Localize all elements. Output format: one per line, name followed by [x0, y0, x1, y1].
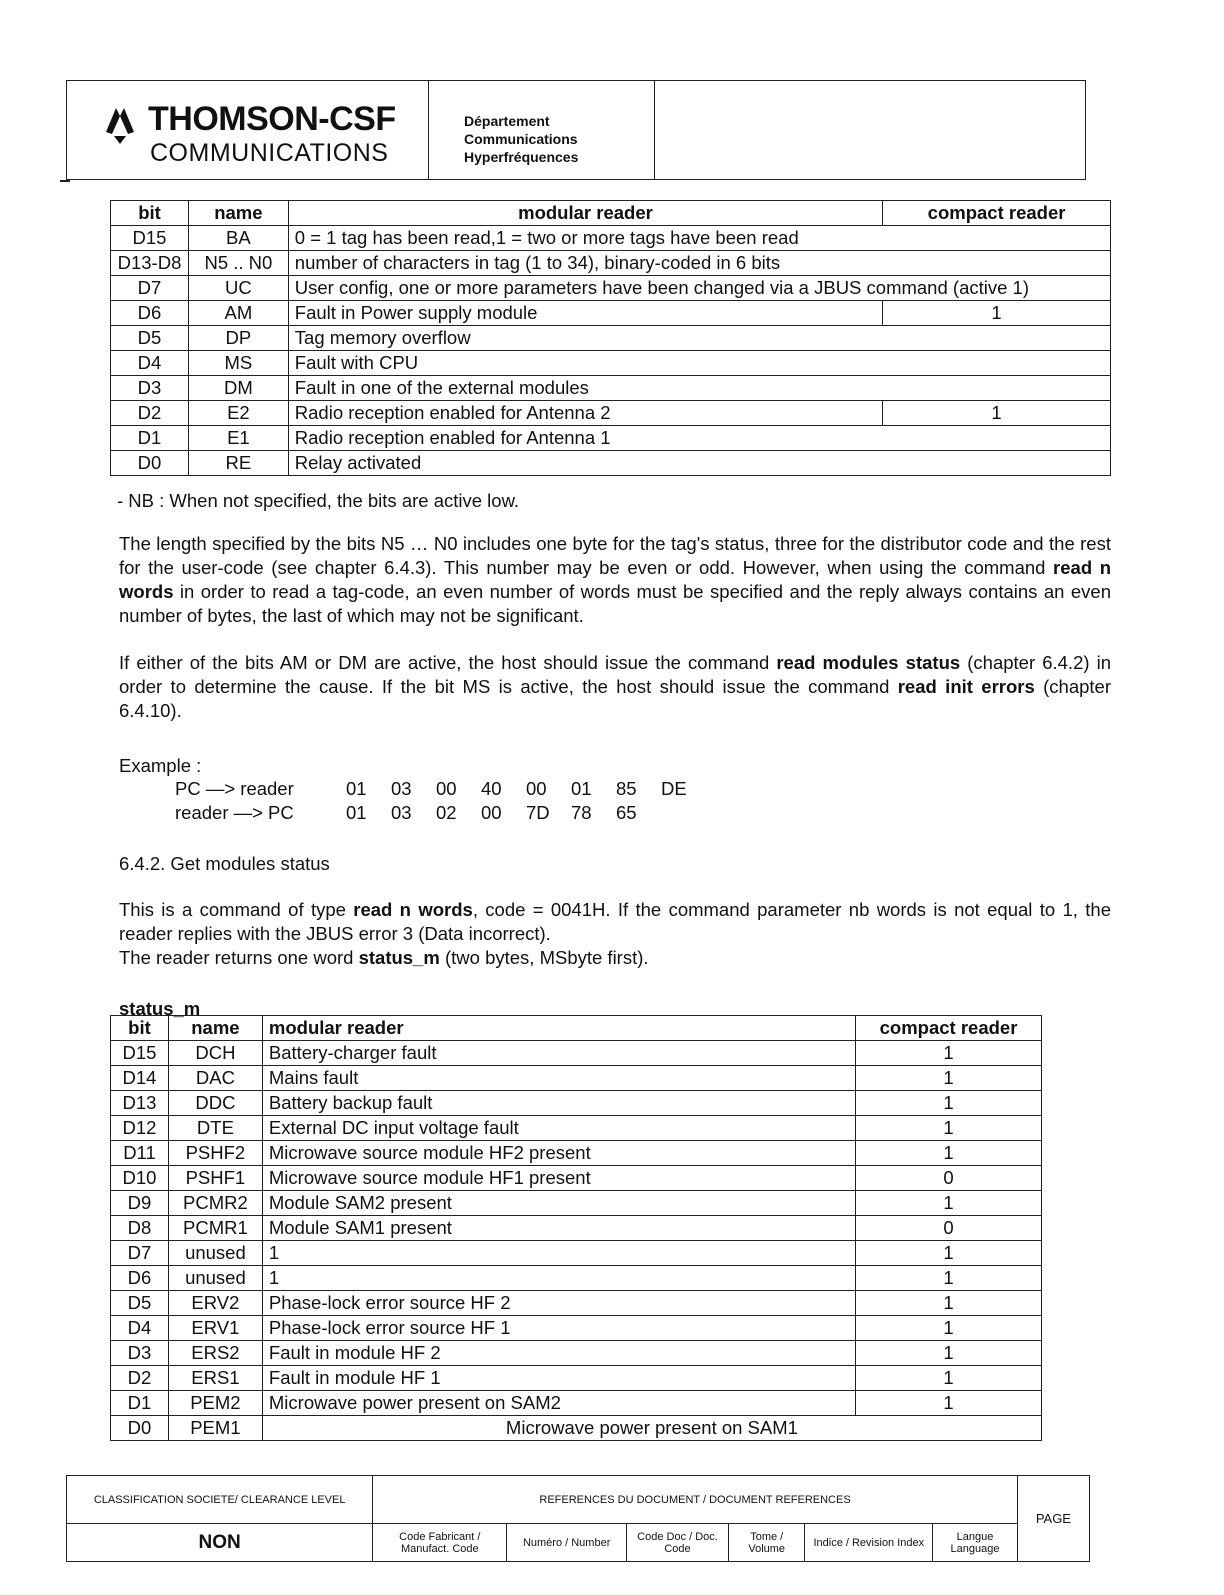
name-cell: N5 .. N0: [188, 251, 288, 276]
table-row: [111, 1391, 1042, 1416]
paragraph-command: [119, 898, 1111, 970]
bit-cell: D13-D8: [111, 251, 189, 276]
desc-cell: Module SAM1 present: [262, 1216, 855, 1241]
section-heading: 6.4.2. Get modules status: [119, 853, 330, 874]
bit-cell: D4: [111, 351, 189, 376]
name-cell: PSHF2: [168, 1141, 262, 1166]
col-header: name: [168, 1016, 262, 1041]
name-cell: DM: [188, 376, 288, 401]
compact-cell: 1: [856, 1341, 1042, 1366]
table-row: [111, 1366, 1042, 1391]
desc-cell: Battery backup fault: [262, 1091, 855, 1116]
table-header-row: [111, 201, 1111, 226]
table-row: [111, 1291, 1042, 1316]
bit-cell: D9: [111, 1191, 169, 1216]
hex-byte: 00: [526, 778, 547, 799]
bit-cell: D5: [111, 326, 189, 351]
desc-cell: Module SAM2 present: [262, 1191, 855, 1216]
example-title: Example :: [119, 755, 202, 776]
ref-col-label: Code Doc / Doc. Code: [626, 1524, 728, 1562]
bit-cell: D10: [111, 1166, 169, 1191]
desc-cell: External DC input voltage fault: [262, 1116, 855, 1141]
table-row: [111, 376, 1111, 401]
name-cell: PEM1: [168, 1416, 262, 1441]
brand-subtitle: COMMUNICATIONS: [150, 139, 389, 167]
table-row: [111, 1241, 1042, 1266]
para-bold: read n words: [119, 557, 1112, 602]
name-cell: DAC: [168, 1066, 262, 1091]
hex-byte: 01: [346, 778, 367, 799]
hex-byte: 7D: [526, 802, 550, 823]
desc-cell: 0 = 1 tag has been read,1 = two or more tags have been read: [288, 226, 1110, 251]
para-text: in order to read a tag-code, an even number of words must be specified and the reply always contains an even number of bytes, the last of which may not be significant.: [119, 581, 1111, 626]
bit-cell: D6: [111, 301, 189, 326]
hex-byte: DE: [661, 778, 687, 799]
table-row: [111, 351, 1111, 376]
table-row: [111, 276, 1111, 301]
table-row: [111, 301, 1111, 326]
col-header: compact reader: [883, 201, 1111, 226]
desc-cell: Fault with CPU: [288, 351, 1110, 376]
hex-byte: 85: [616, 778, 637, 799]
bit-cell: D4: [111, 1316, 169, 1341]
desc-cell: Microwave power present on SAM1: [262, 1416, 1041, 1441]
ref-col-label: Langue Language: [933, 1524, 1018, 1562]
para-text: (chapter 6.4.2) in order to determine the cause. If the bit MS is active, the host should issue the command: [119, 652, 1112, 697]
footer-table: [66, 1475, 1090, 1562]
compact-cell: 0: [856, 1216, 1042, 1241]
para-text: (two bytes, MSbyte first).: [439, 947, 649, 968]
compact-cell: 1: [856, 1191, 1042, 1216]
brand-name: THOMSON-CSF: [148, 100, 396, 138]
hex-byte: 00: [481, 802, 502, 823]
table-row: [111, 251, 1111, 276]
example-label: reader —> PC: [175, 802, 294, 823]
para-text: The reader returns one word: [119, 947, 359, 968]
bit-cell: D3: [111, 1341, 169, 1366]
dept-line: Communications: [464, 131, 578, 147]
desc-cell: 1: [262, 1266, 855, 1291]
compact-cell: 1: [856, 1241, 1042, 1266]
para-bold: read init errors: [897, 676, 1035, 697]
classification-title: CLASSIFICATION SOCIETE/ CLEARANCE LEVEL: [67, 1476, 373, 1524]
compact-cell: 1: [856, 1291, 1042, 1316]
name-cell: PCMR2: [168, 1191, 262, 1216]
hex-byte: 00: [436, 778, 457, 799]
para-text: , code = 0041H. If the command parameter nb words is not equal to 1, the reader replies with the JBUS error 3 (Data incorrect).: [119, 899, 1112, 944]
compact-cell: 1: [856, 1116, 1042, 1141]
name-cell: unused: [168, 1241, 262, 1266]
hex-byte: 03: [391, 802, 412, 823]
col-header: bit: [111, 1016, 169, 1041]
table-row: [111, 1191, 1042, 1216]
table-row: [111, 451, 1111, 476]
table-caption: status_m: [119, 998, 201, 1019]
hex-byte: 40: [481, 778, 502, 799]
table-row: [111, 1041, 1042, 1066]
status-bits-table: [110, 200, 1111, 476]
ref-col-label: Numéro / Number: [507, 1524, 627, 1562]
bit-cell: D2: [111, 1366, 169, 1391]
bit-cell: D1: [111, 1391, 169, 1416]
compact-cell: 1: [856, 1041, 1042, 1066]
name-cell: E2: [188, 401, 288, 426]
bit-cell: D5: [111, 1291, 169, 1316]
desc-cell: User config, one or more parameters have been changed via a JBUS command (active 1): [288, 276, 1110, 301]
hex-byte: 78: [571, 802, 592, 823]
header-divider: [428, 80, 429, 180]
desc-cell: Mains fault: [262, 1066, 855, 1091]
desc-cell: 1: [262, 1241, 855, 1266]
table-row: [111, 426, 1111, 451]
name-cell: DP: [188, 326, 288, 351]
table-row: [111, 1166, 1042, 1191]
name-cell: ERS1: [168, 1366, 262, 1391]
name-cell: MS: [188, 351, 288, 376]
bit-cell: D0: [111, 1416, 169, 1441]
status-m-table: [110, 1015, 1042, 1441]
para-bold: status_m: [358, 947, 440, 968]
table-header-row: [111, 1016, 1042, 1041]
desc-cell: Tag memory overflow: [288, 326, 1110, 351]
department: [464, 112, 578, 166]
compact-cell: 1: [856, 1091, 1042, 1116]
footer: [66, 1475, 1090, 1595]
desc-cell: Microwave source module HF2 present: [262, 1141, 855, 1166]
ref-col-label: Indice / Revision Index: [805, 1524, 933, 1562]
name-cell: DDC: [168, 1091, 262, 1116]
col-header: compact reader: [856, 1016, 1042, 1041]
bit-cell: D12: [111, 1116, 169, 1141]
name-cell: PSHF1: [168, 1166, 262, 1191]
hex-byte: 03: [391, 778, 412, 799]
name-cell: unused: [168, 1266, 262, 1291]
para-bold: read modules status: [776, 652, 961, 673]
compact-cell: 1: [856, 1141, 1042, 1166]
name-cell: ERV1: [168, 1316, 262, 1341]
example-row-2: [175, 802, 661, 824]
footer-row: [67, 1476, 1090, 1524]
compact-cell: 1: [856, 1066, 1042, 1091]
bit-cell: D7: [111, 1241, 169, 1266]
bit-cell: D7: [111, 276, 189, 301]
table-row: [111, 1316, 1042, 1341]
col-header: bit: [111, 201, 189, 226]
nb-note: - NB : When not specified, the bits are active low.: [117, 490, 520, 511]
name-cell: ERS2: [168, 1341, 262, 1366]
name-cell: BA: [188, 226, 288, 251]
bit-cell: D11: [111, 1141, 169, 1166]
table-row: [111, 1091, 1042, 1116]
table-row: [111, 226, 1111, 251]
ref-col-label: Tome / Volume: [729, 1524, 805, 1562]
table-row: [111, 1266, 1042, 1291]
desc-cell: number of characters in tag (1 to 34), binary-coded in 6 bits: [288, 251, 1110, 276]
name-cell: ERV2: [168, 1291, 262, 1316]
compact-cell: 1: [883, 401, 1111, 426]
example-row-1: [175, 778, 706, 800]
dept-line: Hyperfréquences: [464, 149, 579, 165]
name-cell: DTE: [168, 1116, 262, 1141]
page-label: PAGE: [1017, 1476, 1089, 1562]
table-row: [111, 1216, 1042, 1241]
bit-cell: D15: [111, 226, 189, 251]
desc-cell: Radio reception enabled for Antenna 2: [288, 401, 882, 426]
para-text: (chapter 6.4.10).: [119, 676, 1111, 721]
hex-byte: 02: [436, 802, 457, 823]
paragraph-length: [119, 532, 1111, 628]
hex-byte: 65: [616, 802, 637, 823]
para-text: If either of the bits AM or DM are active, the host should issue the command: [119, 652, 777, 673]
desc-cell: Phase-lock error source HF 2: [262, 1291, 855, 1316]
desc-cell: Microwave power present on SAM2: [262, 1391, 855, 1416]
bit-cell: D0: [111, 451, 189, 476]
bit-cell: D1: [111, 426, 189, 451]
desc-cell: Radio reception enabled for Antenna 1: [288, 426, 1110, 451]
ref-col-label: Code Fabricant / Manufact. Code: [373, 1524, 507, 1562]
name-cell: AM: [188, 301, 288, 326]
table-row: [111, 1141, 1042, 1166]
name-cell: PCMR1: [168, 1216, 262, 1241]
bit-cell: D15: [111, 1041, 169, 1066]
compact-cell: 1: [883, 301, 1111, 326]
compact-cell: 1: [856, 1366, 1042, 1391]
para-line: [119, 898, 1111, 946]
bit-cell: D2: [111, 401, 189, 426]
para-bold: read n words: [353, 899, 473, 920]
compact-cell: 1: [856, 1316, 1042, 1341]
table-row: [111, 1066, 1042, 1091]
bit-cell: D3: [111, 376, 189, 401]
paragraph-bits: [119, 651, 1111, 723]
name-cell: PEM2: [168, 1391, 262, 1416]
bit-cell: D13: [111, 1091, 169, 1116]
desc-cell: Fault in module HF 1: [262, 1366, 855, 1391]
bit-cell: D6: [111, 1266, 169, 1291]
table-row: [111, 1116, 1042, 1141]
bit-cell: D8: [111, 1216, 169, 1241]
col-header: name: [188, 201, 288, 226]
header-divider: [654, 80, 655, 180]
classification-value: NON: [67, 1524, 373, 1562]
para-text: This is a command of type: [119, 899, 354, 920]
table-row: [111, 326, 1111, 351]
references-title: REFERENCES DU DOCUMENT / DOCUMENT REFERENCES: [373, 1476, 1018, 1524]
compact-cell: 0: [856, 1166, 1042, 1191]
col-header: modular reader: [288, 201, 882, 226]
col-header: modular reader: [262, 1016, 855, 1041]
hex-byte: 01: [346, 802, 367, 823]
name-cell: E1: [188, 426, 288, 451]
margin-mark: [60, 180, 70, 182]
desc-cell: Fault in Power supply module: [288, 301, 882, 326]
bit-cell: D14: [111, 1066, 169, 1091]
para-line: [119, 946, 1111, 970]
compact-cell: 1: [856, 1266, 1042, 1291]
name-cell: RE: [188, 451, 288, 476]
footer-row: [67, 1524, 1090, 1562]
para-text: The length specified by the bits N5 … N0 includes one byte for the tag's status, three for the distributor code and the rest for the user-code (see chapter 6.4.3). This number may be even or odd. However, when using the command: [119, 533, 1111, 578]
desc-cell: Microwave source module HF1 present: [262, 1166, 855, 1191]
table-row: [111, 1416, 1042, 1441]
example-label: PC —> reader: [175, 778, 294, 799]
hex-byte: 01: [571, 778, 592, 799]
desc-cell: Relay activated: [288, 451, 1110, 476]
dept-line: Département: [464, 113, 550, 129]
thomson-logo-icon: [100, 104, 140, 144]
name-cell: DCH: [168, 1041, 262, 1066]
desc-cell: Fault in one of the external modules: [288, 376, 1110, 401]
table-row: [111, 401, 1111, 426]
name-cell: UC: [188, 276, 288, 301]
desc-cell: Battery-charger fault: [262, 1041, 855, 1066]
desc-cell: Fault in module HF 2: [262, 1341, 855, 1366]
desc-cell: Phase-lock error source HF 1: [262, 1316, 855, 1341]
table-row: [111, 1341, 1042, 1366]
compact-cell: 1: [856, 1391, 1042, 1416]
